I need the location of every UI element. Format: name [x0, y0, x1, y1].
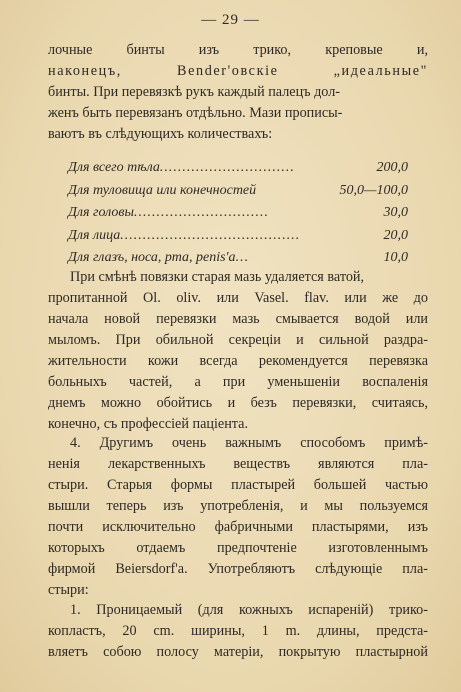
paragraph-tricoplast: [48, 600, 428, 663]
dosage-leader: [256, 180, 337, 203]
dosage-amount: 200,0: [376, 160, 408, 175]
dosage-row: [68, 157, 408, 180]
text-line: ненiя лекарственныхъ веществъ являются пла-: [48, 456, 428, 472]
dosage-row: [68, 180, 408, 203]
dosage-row: [68, 202, 408, 225]
dosage-leader: ..............................: [133, 205, 269, 220]
text-line: 4. Другимъ очень важнымъ способомъ примѣ-: [70, 435, 428, 451]
dosage-amount: 20,0: [383, 227, 408, 243]
text-line: ваютъ въ слѣдующихъ количествахъ:: [48, 126, 273, 142]
text-line: копластъ, 20 cm. ширины, 1 m. длины, предста-: [48, 623, 428, 639]
dosage-amount: 50,0—100,0: [339, 182, 408, 198]
dosage-leader: ........................................: [120, 227, 301, 243]
paragraph-plasters: [48, 433, 428, 601]
paragraph-bandages: [48, 40, 428, 145]
text-line: вышли теперь изъ употребленiя, и мы пользуемся: [48, 498, 428, 514]
paragraph-ointment-change: [48, 267, 428, 435]
text-line: начала новой перевязки мазь смывается водой или: [48, 311, 428, 327]
dosage-amount: 10,0: [383, 250, 408, 265]
text-line: стыри:: [48, 582, 89, 598]
dosage-label: Для головы: [68, 205, 134, 220]
dosage-row: [68, 225, 408, 248]
text-line: бинты. При перевязкѣ рукъ каждый палецъ дол-: [48, 84, 341, 100]
text-line: жительности кожи всегда рекомендуется перевязка: [48, 353, 428, 369]
text-line: женъ быть перевязанъ отдѣльно. Мази прописы-: [48, 105, 343, 121]
dosage-leader: ..............................: [159, 160, 295, 175]
text-line: конечно, съ профессiей пацiента.: [48, 416, 249, 432]
text-line: стыри. Старыя формы пластырей большей частью: [48, 477, 428, 493]
text-line: днемъ можно обойтись и безъ перевязки, считаясь,: [48, 395, 428, 411]
text-line: наконецъ, Bender'овскiе „идеальные": [48, 63, 428, 79]
text-line: лочные бинты изъ трико, креповые и,: [48, 42, 428, 58]
text-line: фирмой Beiersdorf'a. Употребляютъ слѣдующiе пла-: [48, 561, 428, 577]
text-line: больныхъ частей, а при уменьшенiи воспаленiя: [48, 374, 428, 390]
text-line: вляетъ собою полосу матерiи, покрытую пластырной: [48, 644, 428, 660]
text-line: которыхъ отдаемъ предпочтенiе изготовленнымъ: [48, 540, 428, 556]
text-line: пропитанной Ol. oliv. или Vasel. flav. или же до: [48, 290, 428, 306]
dosage-label: Для всего тѣла: [68, 160, 160, 175]
dosage-label: Для туловища или конечностей: [68, 182, 257, 198]
text-line: мыломъ. При обильной секрецiи и сильной раздра-: [48, 332, 428, 348]
page-number: — 29 —: [201, 12, 260, 28]
text-line: почти исключительно фабричными пластырями, изъ: [48, 519, 428, 535]
ointment-dosage-table: [68, 157, 408, 270]
dosage-amount: 30,0: [383, 205, 408, 220]
dosage-label: Для лица: [68, 227, 121, 243]
text-line: При смѣнѣ повязки старая мазь удаляется ватой,: [70, 269, 365, 285]
text-line: 1. Проницаемый (для кожныхъ испаренiй) трико-: [70, 602, 428, 618]
dosage-label: Для глазъ, носа, рта, penis'a: [68, 250, 236, 265]
dosage-leader: ...: [235, 250, 250, 265]
